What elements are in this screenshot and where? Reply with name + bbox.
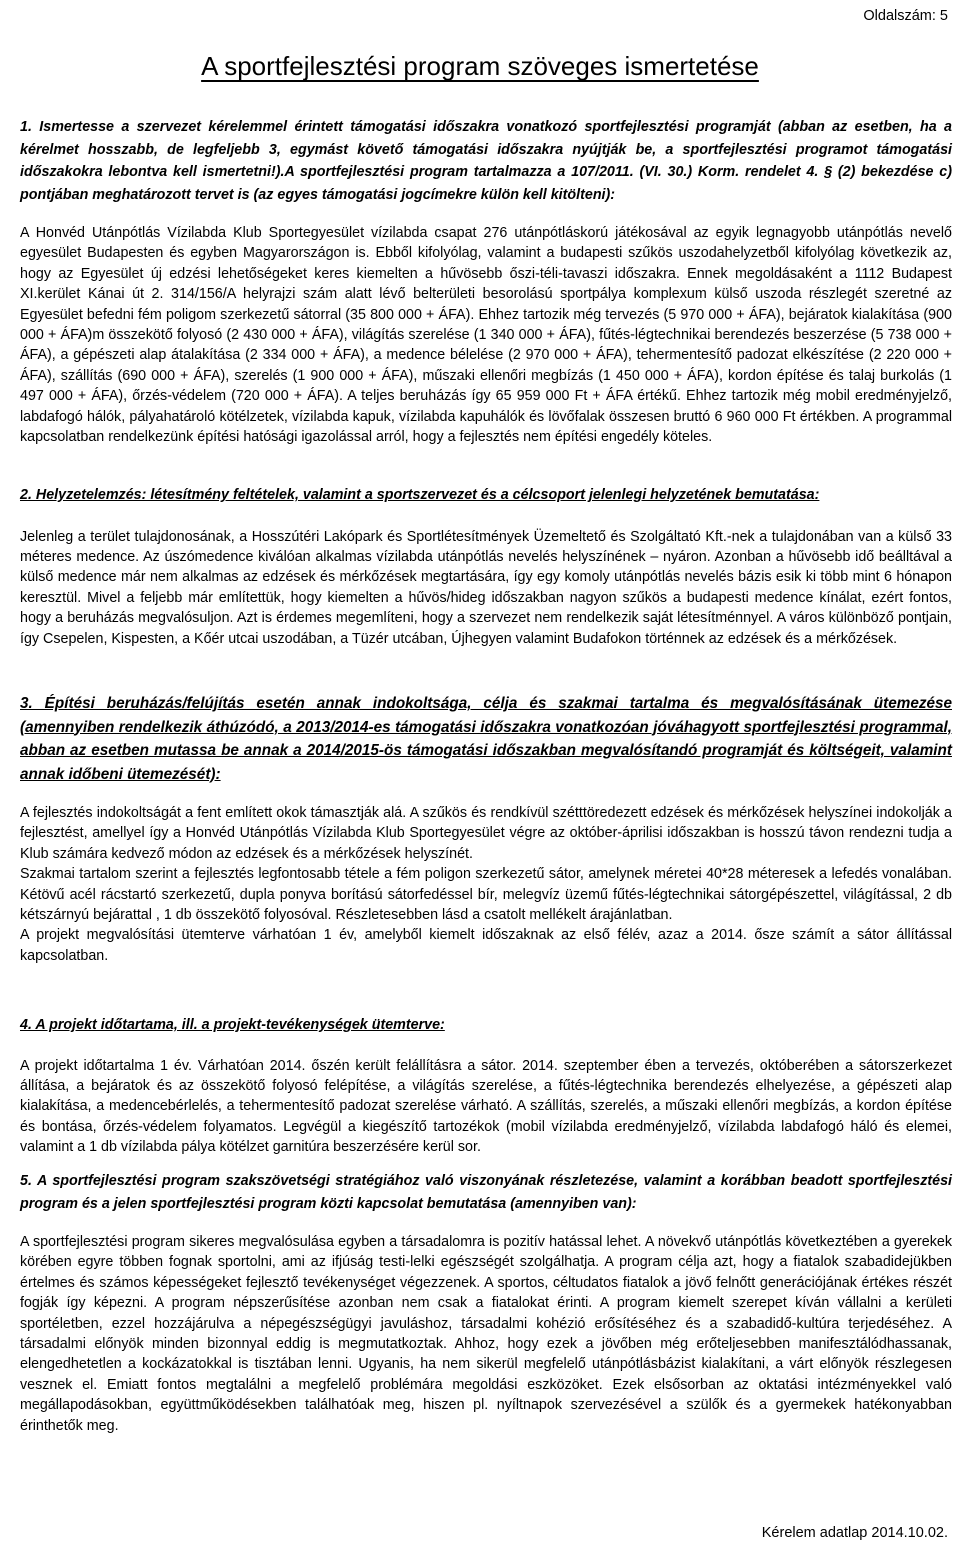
page-title <box>0 50 960 82</box>
section-1 <box>20 116 952 447</box>
section-3-answer-part-2: Szakmai tartalom szerint a fejlesztés legfontosabb tétele a fém poligon szerkezetű sátor, amelynek méretei 40*28 méteresek a lefedés vonalában. Kétövű acél rácstartó szerkezetű, dupla ponyva borítású sátorfedéssel bír, melegvíz üzemű fűtés-légtechnikai sátorgépészettel, világítással, 2 db kétszárnyú bejárattal , 1 db összekötő folyosóval. Részletesebben lásd a csatolt mellékelt árajánlatban. <box>20 866 952 924</box>
section-5-answer: A sportfejlesztési program sikeres megvalósulása egyben a társadalomra is pozitív hatással lehet. A növekvő utánpótlás következtében a gyerekek körében egyre többen fognak sportolni, ami az ifjúság testi-lelki egészségét szolgálhatja. A program célja azt, hogy a fiatalok szabadidejükben értelmes és számos képességeket fejlesztő tevékenységet végezzenek. A sportos, céltudatos fiatalok a jövő felnőtt generációjának értékes részét fogják így képezni. A program népszerűsítése azonban nem csak a fiatalokat érinti. A program kiemelt szerepet kíván vállalni a kerületi sportéletben, ezzel hozzájárulva a népegészségügyi javuláshoz, társadalmi kohézió erősítéséhez és a szabadidő-kultúra terjedéséhez. A társadalmi előnyök minden bizonnyal eddig is megmutatkoztak. Ahhoz, hogy ezek a jövőben még erőteljesebben manifesztálódhassanak, elengedhetetlen a kockázatokkal is tisztában lenni. Ugyanis, ha nem sikerül megfelelő utánpótlásbázist kialakítani, a várt előnyök részlegesen vesznek el. Emiatt fontos megtalálni a megfelelő problémára megoldási eszközöket. Ezek elsősorban az oktatási intézményekkel való megállapodásokban, együttműködésekben találhatóak meg, hiszen pl. nyíltnapok szervezésével a szülők és a gyermekek hatékonyabban érinthetők meg. <box>20 1234 952 1434</box>
section-3-answer-part-3: A projekt megvalósítási ütemterve várhatóan 1 év, amelyből kiemelt időszaknak az első félév, azaz a 2014. ősze számít a sátor állítással kapcsolatban. <box>20 927 952 964</box>
section-2 <box>20 484 952 649</box>
footer: Kérelem adatlap 2014.10.02. <box>761 1525 948 1541</box>
section-2-question: 2. Helyzetelemzés: létesítmény feltételek, valamint a sportszervezet és a célcsoport jelenlegi helyzetének bemutatása: <box>20 487 820 503</box>
section-3-question: 3. Építési beruházás/felújítás esetén annak indokoltsága, célja és szakmai tartalma és megvalósításának ütemezése (amennyiben rendelkezik áthúzódó, a 2013/2014-es támogatási időszakra vonatkozóan jóváhagyott sportfejlesztési programmal, abban az esetben mutassa be annak a 2014/2015-ös támogatási időszakban megvalósítandó programját és költségeit, valamint annak időbeni ütemezését): <box>20 695 952 783</box>
section-5 <box>20 1170 952 1436</box>
section-2-answer: Jelenleg a terület tulajdonosának, a Hosszútéri Lakópark és Sportlétesítmények Üzemeltető és Szolgáltató Kft.-nek a tulajdonában van a külső 33 méteres medence. Az úszómedence kiválóan alkalmas vízilabda utánpótlás nevelés helyszínének – nyáron. Azonban a hűvösebb idő beálltával a külső medence már nem alkalmas az edzések és mérkőzések megtartására, így egy komoly utánpótlás nevelés bázis esik ki több mint 6 hónapon keresztül. Mivel a feljebb már említettük, hogy kiemelten a hűvös/hideg időszakban nagyon szűkös a budapesti medence kínálat, ezért fontos, hogy a beruházás megvalósuljon. Azt is érdemes megemlíteni, hogy a szervezet nem rendelkezik saját létesítménnyel. A város különböző pontjain, így Csepelen, Kispesten, a Kőér utcai uszodában, a Tüzér utcában, Újhegyen valamint Budafokon történnek az edzések és a mérkőzések. <box>20 528 952 647</box>
section-1-answer: A Honvéd Utánpótlás Vízilabda Klub Sportegyesület vízilabda csapat 276 utánpótláskorú játékosával az egyik legnagyobb utánpótlás nevelő egyesület Budapesten és egyben Magyarországon is. Ebből kifolyólag, valamint a budapesti szűkös uszodahelyzetből kifolyólag következik az, hogy az Egyesület új edzési lehetőségeket keres kiemelten a hűvösebb őszi-téli-tavaszi időszakra. Ennek megoldásaként a 1112 Budapest XI.kerület Kánai út 2. 314/156/A helyrajzi szám alatt lévő belterületi besorolású sportpálya komplexum külső uszoda részlegét szeretné az Egyesület befedni fém poligom szerkezetű sátorral (35 800 000 + ÁFA). Ehhez tartozik még tervezés (5 970 000 + ÁFA), bejáratok kialakítása (900 000 + ÁFA)m összekötő folyosó (2 430 000 + ÁFA), világítás szerelése (1 340 000 + ÁFA), fűtés-légtechnikai berendezés beszerzése (5 738 000 + ÁFA), a gépészeti alap átalakítása (2 334 000 + ÁFA), a medence bélelése (2 970 000 + ÁFA), tehermentesítő padozat elkészítése (2 220 000 + ÁFA), szállítás (690 000 + ÁFA), szerelés (1 900 000 + ÁFA), műszaki ellenőri megbízás (1 450 000 + ÁFA), kordon építése és talaj burkolás (1 497 000 + ÁFA), őrzés-védelem (720 000 + ÁFA). A teljes beruházás így 65 959 000 Ft + ÁFA értékű. Ehhez tartozik még mobil eredményjelző, labdafogó hálók, pályahatároló kötélzetek, vízilabda kapuk, vízilabda kapuhálók és lövőfalak összesen bruttó 6 960 000 Ft értékben. A programmal kapcsolatban rendelkezünk építési hatósági igazolással arról, hogy a fejlesztés nem építési engedély köteles. <box>20 225 952 446</box>
section-3 <box>20 692 952 966</box>
section-3-answer-part-1: A fejlesztés indokoltságát a fent említett okok támasztják alá. A szűkös és rendkívül szétttöredezett edzések és mérkőzések helyszínei indokolják a fejlesztést, amellyel így a Honvéd Utánpótlás Vízilabda Klub Sportegyesület végre az október-áprilisi időszakban is hosszú távon rendezni tudja a Klub számára kedvező módon az edzések és a mérkőzések helyszínét. <box>20 805 952 862</box>
page-title-text: A sportfejlesztési program szöveges ismertetése <box>201 51 759 81</box>
section-4-question: 4. A projekt időtartama, ill. a projekt-tevékenységek ütemterve: <box>20 1017 445 1033</box>
section-5-question: 5. A sportfejlesztési program szakszövetségi stratégiához való viszonyának részletezése, valamint a korábban beadott sportfejlesztési program és a jelen sportfejlesztési program közti kapcsolat bemutatása (amennyiben van): <box>20 1173 952 1212</box>
section-1-question: 1. Ismertesse a szervezet kérelemmel érintett támogatási időszakra vonatkozó sportfejlesztési programját (abban az esetben, ha a kérelmet hosszabb, de legfeljebb 3, egymást követő támogatási időszakra nyújtják be, a sportfejlesztési programot támogatási időszakokra lebontva kell ismertetni!).A sportfejlesztési program tartalmazza a 107/2011. (VI. 30.) Korm. rendelet 4. § (2) bekezdése c) pontjában meghatározott tervet is (az egyes támogatási jogcímekre külön kell kitölteni): <box>20 119 952 203</box>
section-4 <box>20 1014 952 1158</box>
page-number: Oldalszám: 5 <box>863 8 948 24</box>
section-4-answer: A projekt időtartalma 1 év. Várhatóan 2014. őszén került felállításra a sátor. 2014. szeptember ében a tervezés, októberében a sátorszerkezet állítása, a bejáratok és az összekötő folyosó felépítése, a világítás szerelése, a fűtés-légtechnika berendezés elhelyezése, a gépészeti alap kialakítása, a medencebérlelés, a tehermentesítő padozat szerelése várható. A szállítás, szerelés, a műszaki ellenőri megbízás, a kordon építése és bontása, őrzés-védelem folyamatos. Legvégül a kiegészítő tartozékok (mobil vízilabda eredményjelző, vízilabda labdafogó háló és elemei, valamint a 1 db vízilabda pálya kötélzet garnitúra beszerzésére kerül sor. <box>20 1057 952 1156</box>
